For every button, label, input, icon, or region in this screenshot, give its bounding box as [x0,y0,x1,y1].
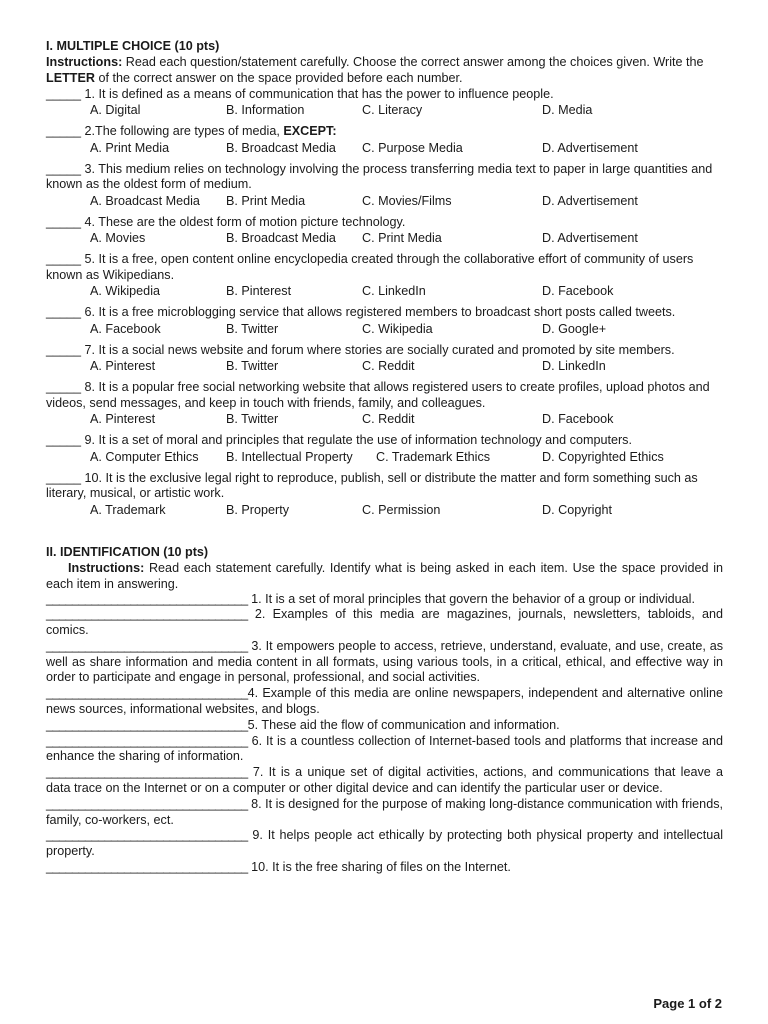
option-a: A. Wikipedia [90,284,160,298]
question-stem: _____ 3. This medium relies on technology involving the process transferring media text to paper in large quantities and known as the oldest form of medium. [46,161,713,191]
instructions-label: Instructions: [46,55,123,69]
identification-item-3: _______________________________ 3. It empowers people to access, retrieve, understand, evaluate, and use, create, as well as share information and media content in all formats, using various tools, in a critical, ethical, and effective way in order to participate and engage in personal, professional, and social activities. [46,638,723,685]
worksheet-page [46,38,723,876]
question-options [46,411,723,427]
section2-title: II. IDENTIFICATION (10 pts) [46,544,209,559]
question-9 [46,433,723,465]
question-stem: _____ 8. It is a popular free social networking website that allows registered users to create profiles, upload photos and videos, send messages, and keep in touch with friends, family, and colleagues. [46,380,710,410]
question-options [46,449,723,465]
question-5 [46,252,723,299]
question-1 [46,86,723,118]
answer-blank[interactable]: _______________________________ [46,828,248,843]
option-d: D. Facebook [542,412,614,426]
option-d: D. Google+ [542,321,607,336]
answer-blank[interactable]: _______________________________ [46,591,248,606]
option-b: B. Pinterest [226,284,292,298]
question-options [46,321,723,337]
identification-item-7: _______________________________ 7. It is a unique set of digital activities, actions, and communications that leave a data trace on the Internet or on a computer or other digital device and can identify the particular user or device. [46,765,723,796]
option-d: D. Facebook [542,284,614,298]
question-stem: _____ 6. It is a free microblogging service that allows registered members to broadcast short posts called tweets. [46,305,676,319]
question-2 [46,124,723,156]
option-c: C. Trademark Ethics [376,449,491,464]
answer-blank[interactable]: _______________________________ [46,607,248,622]
option-d: D. Media [542,103,593,117]
question-stem: _____ 9. It is a set of moral and principles that regulate the use of information technology and computers. [46,433,632,447]
option-c: C. Purpose Media [362,140,463,155]
answer-blank[interactable]: _______________________________ [46,860,248,875]
identification-item-8: _______________________________ 8. It is designed for the purpose of making long-distance communication with friends, family, co-workers, ect. [46,796,723,827]
option-c: C. Wikipedia [362,321,433,336]
option-c: C. Reddit [362,359,415,373]
option-c: C. Literacy [362,103,423,117]
answer-blank[interactable]: _______________________________ [46,765,248,780]
option-b: B. Broadcast Media [226,140,336,155]
answer-blank[interactable]: _______________________________ [46,796,248,811]
section2 [46,544,723,876]
option-b: B. Broadcast Media [226,231,336,245]
option-b: B. Twitter [226,412,279,426]
option-c: C. Print Media [362,231,442,245]
question-4 [46,215,723,247]
option-a: A. Pinterest [90,412,156,426]
question-stem: _____ 1. It is defined as a means of communication that has the power to influence people. [46,87,554,101]
option-b: B. Twitter [226,321,279,336]
answer-blank[interactable]: _______________________________ [46,733,248,748]
option-a: A. Print Media [90,140,170,155]
option-c: C. Reddit [362,412,415,426]
question-stem: _____ 5. It is a free, open content online encyclopedia created through the collaborative effort of community of users known as Wikipedians. [46,252,694,282]
option-a: A. Facebook [90,321,161,336]
question-options [46,502,723,518]
identification-item-2: _______________________________ 2. Examples of this media are magazines, journals, newsletters, tabloids, and comics. [46,607,723,638]
option-b: B. Property [226,502,289,517]
question-7 [46,343,723,375]
option-a: A. Trademark [90,502,166,517]
answer-blank[interactable]: _______________________________ [46,717,248,732]
option-a: A. Pinterest [90,359,156,373]
question-6 [46,305,723,337]
question-3 [46,162,723,209]
option-c: C. Movies/Films [362,193,452,208]
question-stem: _____ 4. These are the oldest form of motion picture technology. [46,214,406,229]
option-b: B. Information [226,103,305,117]
option-d: D. Advertisement [542,231,638,245]
answer-blank[interactable]: _______________________________ [46,686,248,701]
option-c: C. Permission [362,502,441,517]
option-d: D. Advertisement [542,193,638,208]
option-c: C. LinkedIn [362,284,426,298]
question-stem: _____ 7. It is a social news website and forum where stories are socially curated and promoted by site members. [46,342,675,357]
question-options [46,102,723,118]
question-10 [46,471,723,518]
question-options [46,230,723,246]
option-d: D. LinkedIn [542,359,606,373]
identification-item-5: _______________________________5. These aid the flow of communication and information. [46,717,560,732]
answer-blank[interactable]: _______________________________ [46,638,248,653]
option-d: D. Copyrighted Ethics [542,449,664,464]
option-d: D. Copyright [542,502,612,517]
question-8 [46,380,723,427]
section2-instructions: Instructions: Read each statement carefully. Identify what is being asked in each item. Use the space provided in each item in answering. [46,560,723,591]
option-a: A. Computer Ethics [90,449,199,464]
question-options [46,358,723,374]
question-options [46,140,723,156]
option-a: A. Movies [90,231,146,245]
identification-item-9: _______________________________ 9. It helps people act ethically by protecting both physical property and intellectual property. [46,828,723,859]
identification-item-10: _______________________________ 10. It is the free sharing of files on the Internet. [46,860,511,875]
option-a: A. Digital [90,103,141,117]
question-options [46,193,723,209]
page-number: Page 1 of 2 [653,996,722,1011]
option-b: B. Twitter [226,359,279,373]
question-options [46,283,723,299]
identification-item-4: _______________________________4. Example of this media are online newspapers, independent and alternative online news sources, informational websites, and blogs. [46,686,723,717]
question-stem: _____ 10. It is the exclusive legal right to reproduce, publish, sell or distribute the matter and form something such as literary, musical, or artistic work. [46,470,698,500]
identification-item-1: _______________________________ 1. It is a set of moral principles that govern the behavior of a group or individual. [46,591,695,606]
identification-item-6: _______________________________ 6. It is a countless collection of Internet-based tools and platforms that increase and enhance the sharing of information. [46,733,723,764]
section1-title: I. MULTIPLE CHOICE (10 pts) [46,39,220,53]
option-b: B. Print Media [226,193,306,208]
section1-instructions: Instructions: Read each question/statement carefully. Choose the correct answer among the choices given. Write the LETTER of the correct answer on the space provided before each number. [46,55,704,85]
option-a: A. Broadcast Media [90,193,200,208]
option-b: B. Intellectual Property [226,449,353,464]
question-stem: _____ 2.The following are types of media, EXCEPT: [46,124,337,138]
option-d: D. Advertisement [542,140,638,155]
